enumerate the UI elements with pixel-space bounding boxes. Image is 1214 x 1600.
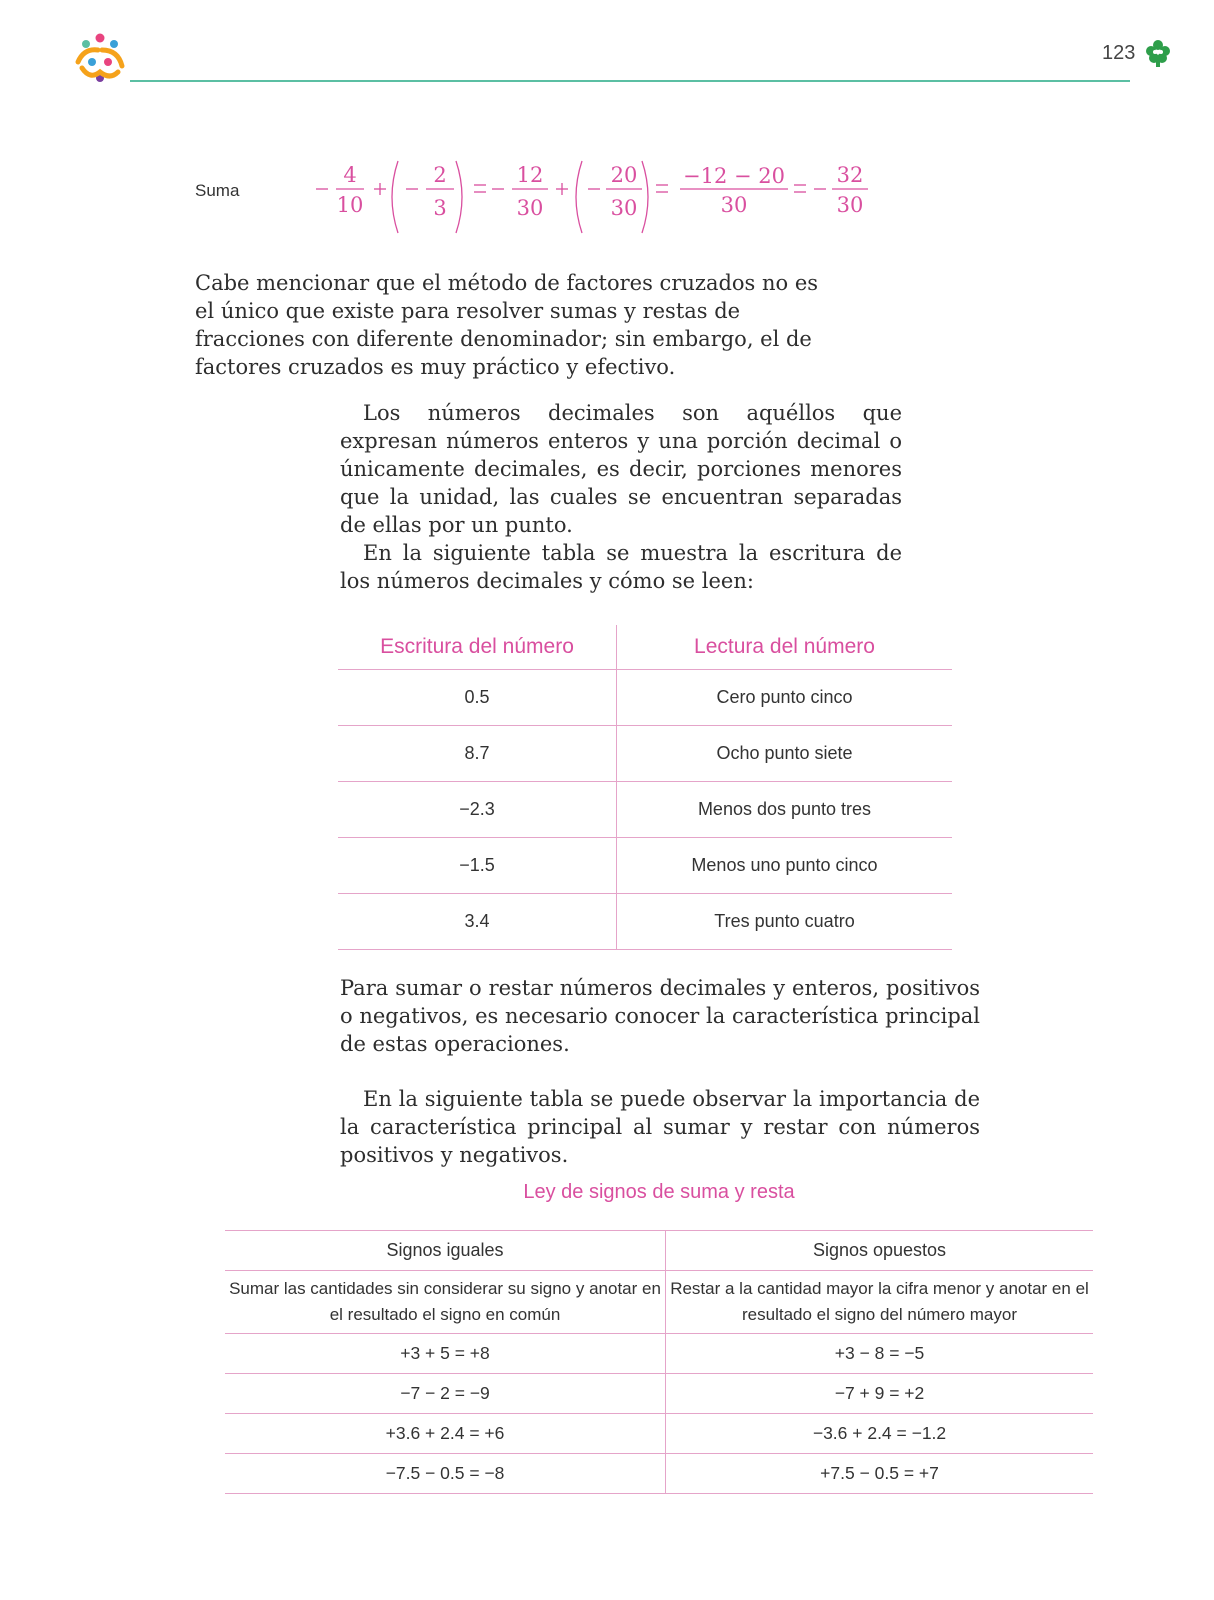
- table-cell: Ocho punto siete: [617, 726, 953, 782]
- table-cell: 3.4: [338, 894, 617, 950]
- rule-description: Restar a la cantidad mayor la cifra menor y anotar en el resultado el signo del número mayor: [666, 1271, 1094, 1334]
- fraction-denominator: 30: [720, 193, 748, 217]
- fraction-denominator: 30: [516, 196, 544, 220]
- column-header: Lectura del número: [617, 625, 953, 670]
- paragraph-factores-cruzados: Cabe mencionar que el método de factores cruzados no es el único que existe para resolver sumas y restas de fracciones con diferente denominador; sin embargo, el de factores cruzados es muy práctico y efectivo.: [195, 271, 819, 379]
- table-row: [225, 1374, 1093, 1414]
- fraction-sum-formula: [316, 158, 886, 236]
- table-cell: +7.5 − 0.5 = +7: [666, 1454, 1094, 1494]
- table-row: [338, 894, 952, 950]
- table-cell: Cero punto cinco: [617, 670, 953, 726]
- publisher-logo-icon: [72, 32, 128, 84]
- table-header-row: [338, 625, 952, 670]
- table-cell: −7 + 9 = +2: [666, 1374, 1094, 1414]
- table-row: [338, 838, 952, 894]
- formula-label: Suma: [195, 181, 240, 200]
- decimal-reading-table: [338, 625, 952, 950]
- table-row: [338, 782, 952, 838]
- tree-icon: [1144, 38, 1172, 68]
- table-row: [225, 1271, 1093, 1334]
- paragraph-tabla-intro: En la siguiente tabla se muestra la escritura de los números decimales y cómo se leen:: [340, 541, 902, 593]
- table-cell: −1.5: [338, 838, 617, 894]
- table-cell: −2.3: [338, 782, 617, 838]
- column-header: Escritura del número: [338, 625, 617, 670]
- fraction-numerator: 12: [516, 163, 544, 187]
- table-cell: 8.7: [338, 726, 617, 782]
- fraction-denominator: 3: [433, 196, 447, 220]
- table-row: [225, 1454, 1093, 1494]
- column-header: Signos opuestos: [666, 1231, 1094, 1271]
- table-row: [225, 1414, 1093, 1454]
- table-row: [225, 1334, 1093, 1374]
- table-row: [338, 670, 952, 726]
- fraction-numerator: 4: [343, 163, 357, 187]
- fraction-numerator: 20: [610, 163, 638, 187]
- table-cell: +3.6 + 2.4 = +6: [225, 1414, 666, 1454]
- table-cell: −7.5 − 0.5 = −8: [225, 1454, 666, 1494]
- table-cell: +3 + 5 = +8: [225, 1334, 666, 1374]
- table-title: Ley de signos de suma y resta: [523, 1181, 795, 1203]
- table-header-row: [225, 1231, 1093, 1271]
- sign-rules-table: [225, 1230, 1093, 1494]
- paragraph-numeros-decimales: Los números decimales son aquéllos que expresan números enteros y una porción decimal o únicamente decimales, es decir, porciones menores que la unidad, las cuales se encuentran separadas de ellas por un punto.: [340, 401, 902, 537]
- table-cell: −7 − 2 = −9: [225, 1374, 666, 1414]
- fraction-numerator: 32: [836, 163, 864, 187]
- rule-description: Sumar las cantidades sin considerar su signo y anotar en el resultado el signo en común: [225, 1271, 666, 1334]
- table-cell: −3.6 + 2.4 = −1.2: [666, 1414, 1094, 1454]
- fraction-denominator: 10: [336, 193, 364, 217]
- fraction-numerator: −12 − 20: [683, 164, 785, 188]
- table-cell: Tres punto cuatro: [617, 894, 953, 950]
- paragraph-sumar-restar: Para sumar o restar números decimales y enteros, positivos o negativos, es necesario conocer la característica principal de estas operaciones.: [340, 976, 980, 1056]
- header-rule: [130, 80, 1130, 82]
- fraction-denominator: 30: [836, 193, 864, 217]
- column-header: Signos iguales: [225, 1231, 666, 1271]
- page-number: 123: [1102, 42, 1136, 64]
- fraction-numerator: 2: [433, 163, 447, 187]
- table-cell: Menos uno punto cinco: [617, 838, 953, 894]
- table-cell: +3 − 8 = −5: [666, 1334, 1094, 1374]
- table-cell: 0.5: [338, 670, 617, 726]
- paragraph-importancia: En la siguiente tabla se puede observar la importancia de la característica principal al sumar y restar con números positivos y negativos.: [340, 1087, 980, 1167]
- table-cell: Menos dos punto tres: [617, 782, 953, 838]
- fraction-denominator: 30: [610, 196, 638, 220]
- table-row: [338, 726, 952, 782]
